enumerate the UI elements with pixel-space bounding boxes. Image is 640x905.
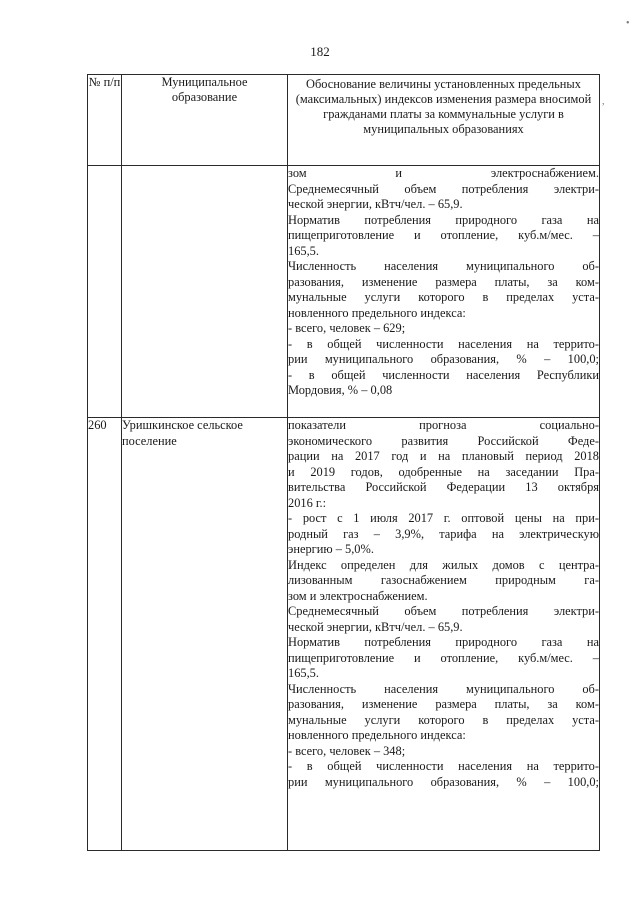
table-header-row [88, 75, 600, 166]
header-number: № п/п [88, 75, 122, 166]
scan-mark: • [626, 18, 630, 29]
page-number: 182 [310, 44, 330, 59]
row-municipality: Уришкинское сельское поселение [122, 418, 288, 851]
text-line: зом и электроснабжением. [288, 166, 599, 180]
text-line: рии муниципального образования, % – 100,0; [288, 774, 599, 789]
text-line: Норматив потребления природного газа на [288, 212, 599, 227]
text-line: мунальные услуги которого в пределах уста- [288, 712, 599, 727]
text-line: и 2019 годов, одобренные на заседании Пра- [288, 464, 599, 479]
text-line: - всего, человек – 348; [288, 743, 406, 758]
text-line: - в общей численности населения на террито- [288, 336, 599, 351]
text-line: - в общей численности населения Республики [288, 367, 599, 382]
text-line: зом и электроснабжением. [288, 588, 428, 603]
row-justification [288, 418, 600, 851]
text-line: 165,5. [288, 666, 319, 680]
text-line: Численность населения муниципального об- [288, 259, 599, 273]
row-justification [288, 166, 600, 418]
scan-mark: , [602, 96, 605, 107]
text-line: Норматив потребления природного газа на [288, 635, 599, 649]
text-line: - всего, человек – 629; [288, 321, 406, 335]
text-line: 2016 г.: [288, 495, 327, 510]
text-line: Среднемесячный объем потребления электри- [288, 181, 599, 196]
text-line: Мордовия, % – 0,08 [288, 383, 393, 397]
row-municipality [122, 166, 288, 418]
text-line: разования, изменение размера платы, за ком- [288, 274, 599, 289]
table-row [88, 418, 600, 851]
text-line: рии муниципального образования, % – 100,0; [288, 352, 599, 366]
text-line: Индекс определен для жилых домов с центра- [288, 557, 599, 572]
header-justification: Обоснование величины установленных предельных (максимальных) индексов изменения размера вносимой гражданами платы за коммунальные услуги в муниципальных образованиях [288, 75, 600, 166]
text-line: пищеприготовление и отопление, куб.м/мес. – [288, 650, 599, 665]
text-line: ческой энергии, кВтч/чел. – 65,9. [288, 619, 463, 634]
text-line: - рост с 1 июля 2017 г. оптовой цены на при- [288, 511, 599, 525]
text-line: вительства Российской Федерации 13 октября [288, 480, 599, 494]
text-line: рации на 2017 год и на плановый период 2018 [288, 449, 599, 463]
table-row [88, 166, 600, 418]
indices-table [87, 74, 600, 851]
text-line: новленного предельного индекса: [288, 305, 466, 320]
row-number: 260 [88, 418, 122, 851]
text-line: новленного предельного индекса: [288, 728, 466, 742]
text-line: разования, изменение размера платы, за ком- [288, 697, 599, 711]
text-line: - в общей численности населения на террито- [288, 759, 599, 773]
text-line: пищеприготовление и отопление, куб.м/мес. – [288, 228, 599, 242]
text-line: энергию – 5,0%. [288, 542, 374, 556]
text-line: экономического развития Российской Феде- [288, 433, 599, 448]
text-line: лизованным газоснабжением природным га- [288, 573, 599, 587]
text-line: мунальные услуги которого в пределах уста- [288, 290, 599, 304]
text-line: Численность населения муниципального об- [288, 681, 599, 696]
header-municipality: Муниципальное образование [122, 75, 288, 166]
text-line: родный газ – 3,9%, тарифа на электрическую [288, 526, 599, 541]
text-line: 165,5. [288, 243, 319, 258]
text-line: ческой энергии, кВтч/чел. – 65,9. [288, 197, 463, 211]
row-number [88, 166, 122, 418]
text-line: показатели прогноза социально- [288, 418, 599, 432]
text-line: Среднемесячный объем потребления электри- [288, 604, 599, 618]
